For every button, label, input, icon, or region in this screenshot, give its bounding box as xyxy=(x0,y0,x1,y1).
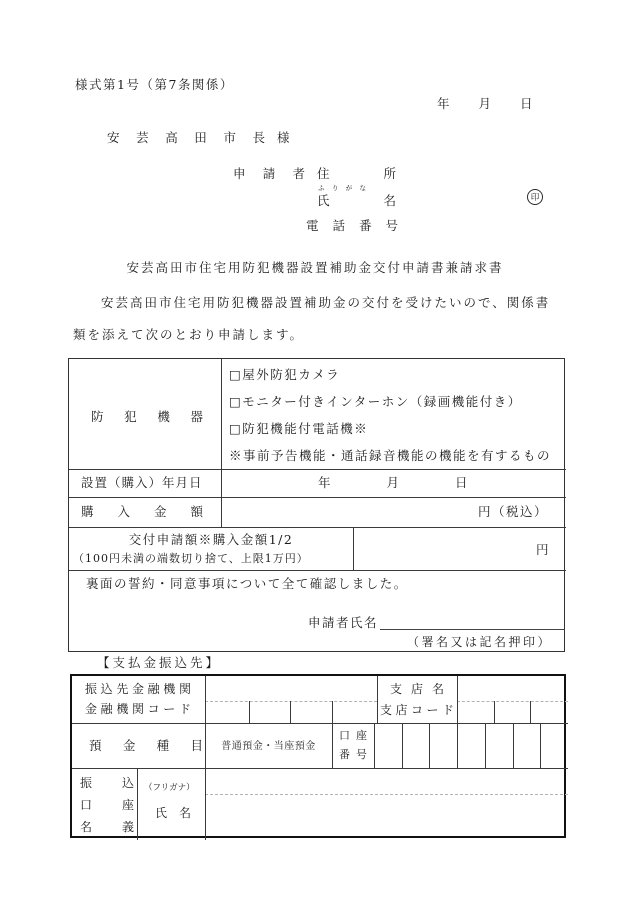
grid-line xyxy=(457,676,458,768)
name-label: 氏 名 xyxy=(317,193,396,208)
holder-label-line-3: 名 義 xyxy=(80,820,134,834)
code-box-divider xyxy=(290,701,291,723)
bank-code-label: 金 融 機 関 コ ー ド xyxy=(85,702,191,716)
body-line-2: 類を添えて次のとおり申請します。 xyxy=(73,327,305,342)
addressee-line xyxy=(107,130,290,146)
device-row-label: 防 犯 機 器 xyxy=(91,409,203,424)
grid-line xyxy=(374,723,375,768)
phone-label: 電 話 番 号 xyxy=(306,218,398,233)
install-date-units xyxy=(318,475,468,491)
grant-amount-label: 交付申請額※購入金額1/2 xyxy=(128,532,294,547)
holder-furigana-label: （フリガナ） xyxy=(144,783,195,793)
dashed-divider xyxy=(205,794,568,795)
code-box-divider xyxy=(249,701,250,723)
install-day-label: 日 xyxy=(455,475,468,490)
account-box-divider xyxy=(429,723,430,768)
application-table xyxy=(68,358,565,652)
branch-name-label: 支 店 名 xyxy=(390,682,444,696)
deposit-type-value: 普通預金・当座預金 xyxy=(221,741,316,752)
dashed-divider xyxy=(457,701,568,702)
applicant-name-label: 申請者氏名 xyxy=(308,615,379,630)
grant-amount-unit: 円 xyxy=(535,542,550,557)
device-option-phone: □防犯機能付電話機※ xyxy=(229,421,369,436)
device-option-note: ※事前予告機能・通話録音機能の機能を有するもの xyxy=(229,448,552,463)
grid-line xyxy=(69,469,566,470)
grant-amount-note: （100円未満の端数切り捨て、上限1万円） xyxy=(73,552,309,565)
date-day-label: 日 xyxy=(520,96,533,111)
addressee-honorific: 様 xyxy=(277,130,290,145)
applicant-signature-line xyxy=(308,615,564,631)
grid-line xyxy=(377,676,378,723)
confirmation-text: 裏面の誓約・同意事項について全て確認しました。 xyxy=(86,576,408,591)
applicant-name-underline xyxy=(380,615,564,630)
deposit-type-label: 預 金 種 目 xyxy=(89,738,203,753)
account-number-label-2: 番 号 xyxy=(339,748,367,761)
seal-character: 印 xyxy=(530,193,540,203)
applicant-label: 申 請 者 xyxy=(233,166,305,181)
account-number-label-1: 口 座 xyxy=(339,729,367,742)
furigana-label: ふ り が な xyxy=(318,184,366,192)
holder-label-line-1: 振 込 xyxy=(80,776,134,790)
grid-line xyxy=(221,359,222,527)
account-box-divider xyxy=(402,723,403,768)
form-number: 様式第1号（第7条関係） xyxy=(75,77,234,92)
holder-name-label: 氏 名 xyxy=(155,806,191,820)
device-option-camera: □屋外防犯カメラ xyxy=(229,367,341,382)
branch-code-label: 支 店 コ ー ド xyxy=(380,703,454,717)
grid-line xyxy=(205,676,206,840)
payment-table xyxy=(70,674,566,838)
date-month-label: 月 xyxy=(478,96,492,111)
document-title: 安芸高田市住宅用防犯機器設置補助金交付申請書兼請求書 xyxy=(126,260,504,275)
dashed-divider xyxy=(205,701,377,702)
addressee-name: 安 芸 高 田 市 長 xyxy=(107,130,265,145)
device-option-interphone: □モニター付きインターホン（録画機能付き） xyxy=(229,394,522,409)
grid-line xyxy=(353,527,354,570)
grid-line xyxy=(137,768,138,840)
bank-name-label: 振 込 先 金 融 機 関 xyxy=(85,682,191,696)
purchase-amount-unit: 円（税込） xyxy=(477,504,548,519)
account-box-divider xyxy=(485,723,486,768)
payment-section-heading: 【支払金振込先】 xyxy=(97,655,222,670)
address-label: 住 所 xyxy=(317,166,396,181)
grid-line xyxy=(332,701,333,768)
date-year-label: 年 xyxy=(437,96,450,111)
grid-line xyxy=(69,497,566,498)
seal-mark xyxy=(527,189,543,205)
grid-line xyxy=(69,570,566,571)
body-line-1: 安芸高田市住宅用防犯機器設置補助金の交付を受けたいので、関係書 xyxy=(101,295,551,310)
install-year-label: 年 xyxy=(318,475,331,490)
signature-note: （署名又は記名押印） xyxy=(406,635,552,649)
purchase-amount-label: 購 入 金 額 xyxy=(81,504,203,519)
code-box-divider xyxy=(530,701,531,723)
code-box-divider xyxy=(494,701,495,723)
holder-label-line-2: 口 座 xyxy=(80,798,134,812)
grid-line xyxy=(72,723,568,724)
account-box-divider xyxy=(513,723,514,768)
grid-line xyxy=(69,527,566,528)
install-month-label: 月 xyxy=(386,475,400,490)
grid-line xyxy=(72,768,568,769)
account-box-divider xyxy=(540,723,541,768)
date-line xyxy=(437,96,533,112)
install-date-label: 設置（購入）年月日 xyxy=(81,475,203,490)
